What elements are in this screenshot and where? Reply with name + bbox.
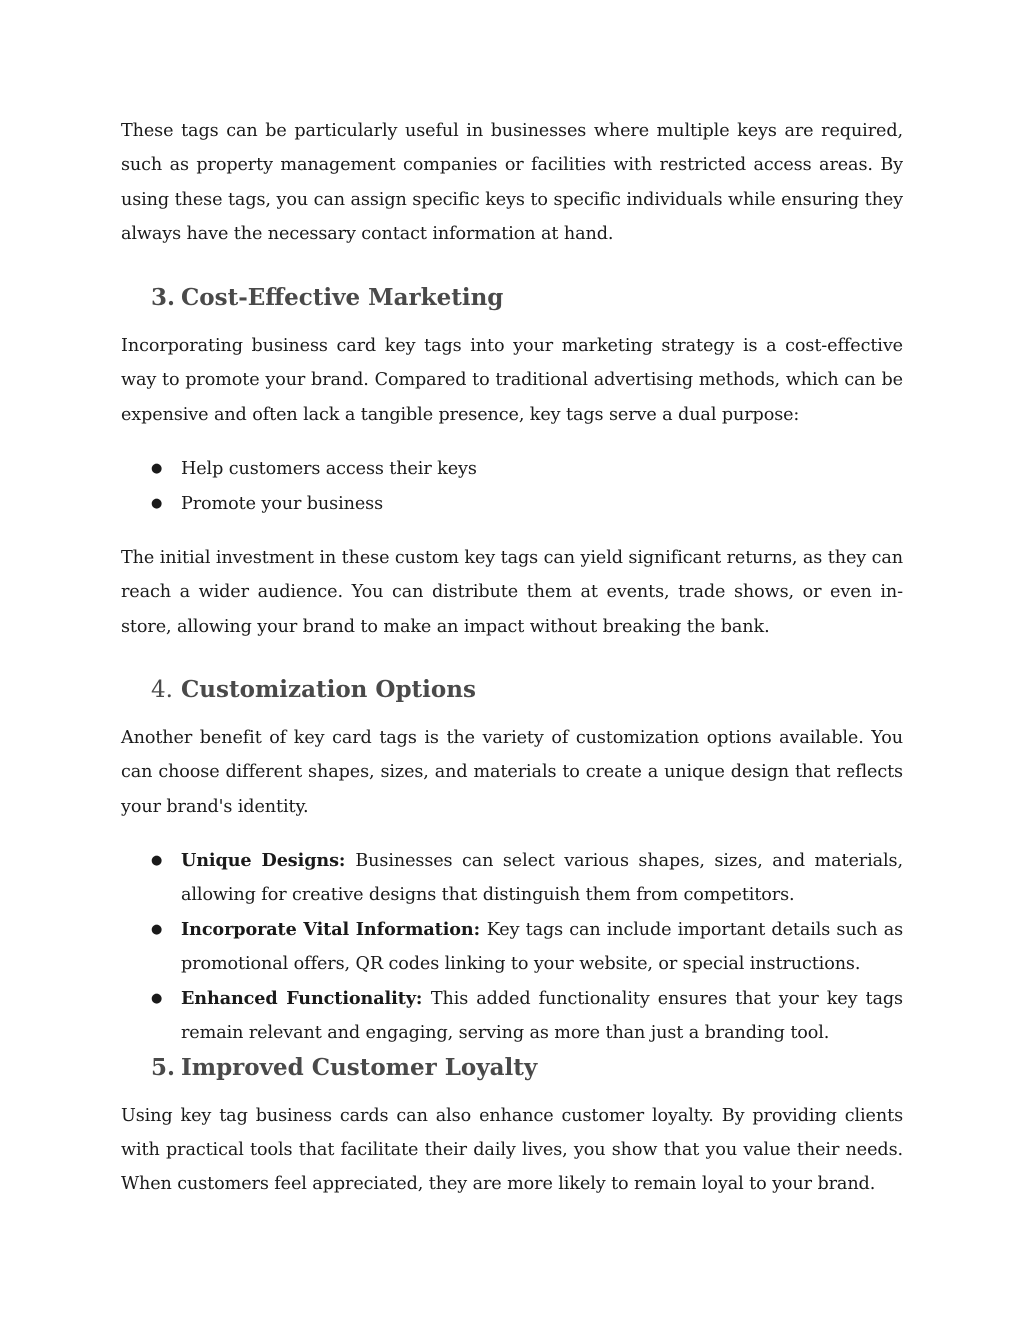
section-number: 3. [151,284,176,312]
list-item-text: This added functionality ensures that your key tags remain relevant and engaging, serving as more than just a branding tool. [181,988,903,1044]
section-heading-4 [121,673,903,707]
section-number: 4. [151,676,173,703]
bullet-icon: ● [151,852,163,868]
section-heading-5 [121,1051,903,1085]
section-title: Cost-Effective Marketing [181,284,504,312]
list-item-text: Key tags can include important details such as promotional offers, QR codes linking to your website, or special instructions. [181,919,904,975]
section-4-bullet-list [121,844,903,1051]
list-item-text: Help customers access their keys [181,459,477,480]
list-item [121,487,903,522]
list-item-label: Incorporate Vital Information: [181,918,487,940]
list-item-label: Unique Designs: [181,849,356,871]
section-3-paragraph: Incorporating business card key tags into your marketing strategy is a cost-effective way to promote your brand. Compared to traditional advertising methods, which can be expensive and often lack a tangible presence, key tags serve a dual purpose: [121,336,903,425]
section-3-closing-paragraph: The initial investment in these custom key tags can yield significant returns, as they can reach a wider audience. You can distribute them at events, trade shows, or even in-store, allowing your brand to make an impact without breaking the bank. [121,548,903,637]
section-4-paragraph: Another benefit of key card tags is the variety of customization options available. You can choose different shapes, sizes, and materials to create a unique design that reflects your brand's identity. [121,727,903,817]
section-5-paragraph: Using key tag business cards can also enhance customer loyalty. By providing clients with practical tools that facilitate their daily lives, you show that you value their needs. When customers feel appreciated, they are more likely to remain loyal to your brand. [121,1105,903,1195]
section-3-bullet-list [121,452,903,521]
list-item [121,452,903,487]
list-item-label: Enhanced Functionality: [181,987,431,1009]
bullet-icon: ● [151,461,163,477]
bullet-icon: ● [151,990,163,1006]
list-item [121,982,903,1051]
section-heading-3 [121,281,903,315]
bullet-icon: ● [151,495,163,511]
intro-paragraph: These tags can be particularly useful in businesses where multiple keys are required, such as property management companies or facilities with restricted access areas. By using these tags, you can assign specific keys to specific individuals while ensuring they always have the necessary contact information at hand. [121,121,903,244]
section-title: Improved Customer Loyalty [181,1053,538,1081]
list-item-text: Businesses can select various shapes, sizes, and materials, allowing for creative designs that distinguish them from competitors. [181,850,903,906]
list-item [121,913,903,982]
bullet-icon: ● [151,921,163,937]
section-title: Customization Options [181,675,476,703]
section-number: 5. [151,1053,176,1081]
document-page [121,114,903,1202]
list-item-text: Promote your business [181,493,384,514]
list-item [121,844,903,913]
